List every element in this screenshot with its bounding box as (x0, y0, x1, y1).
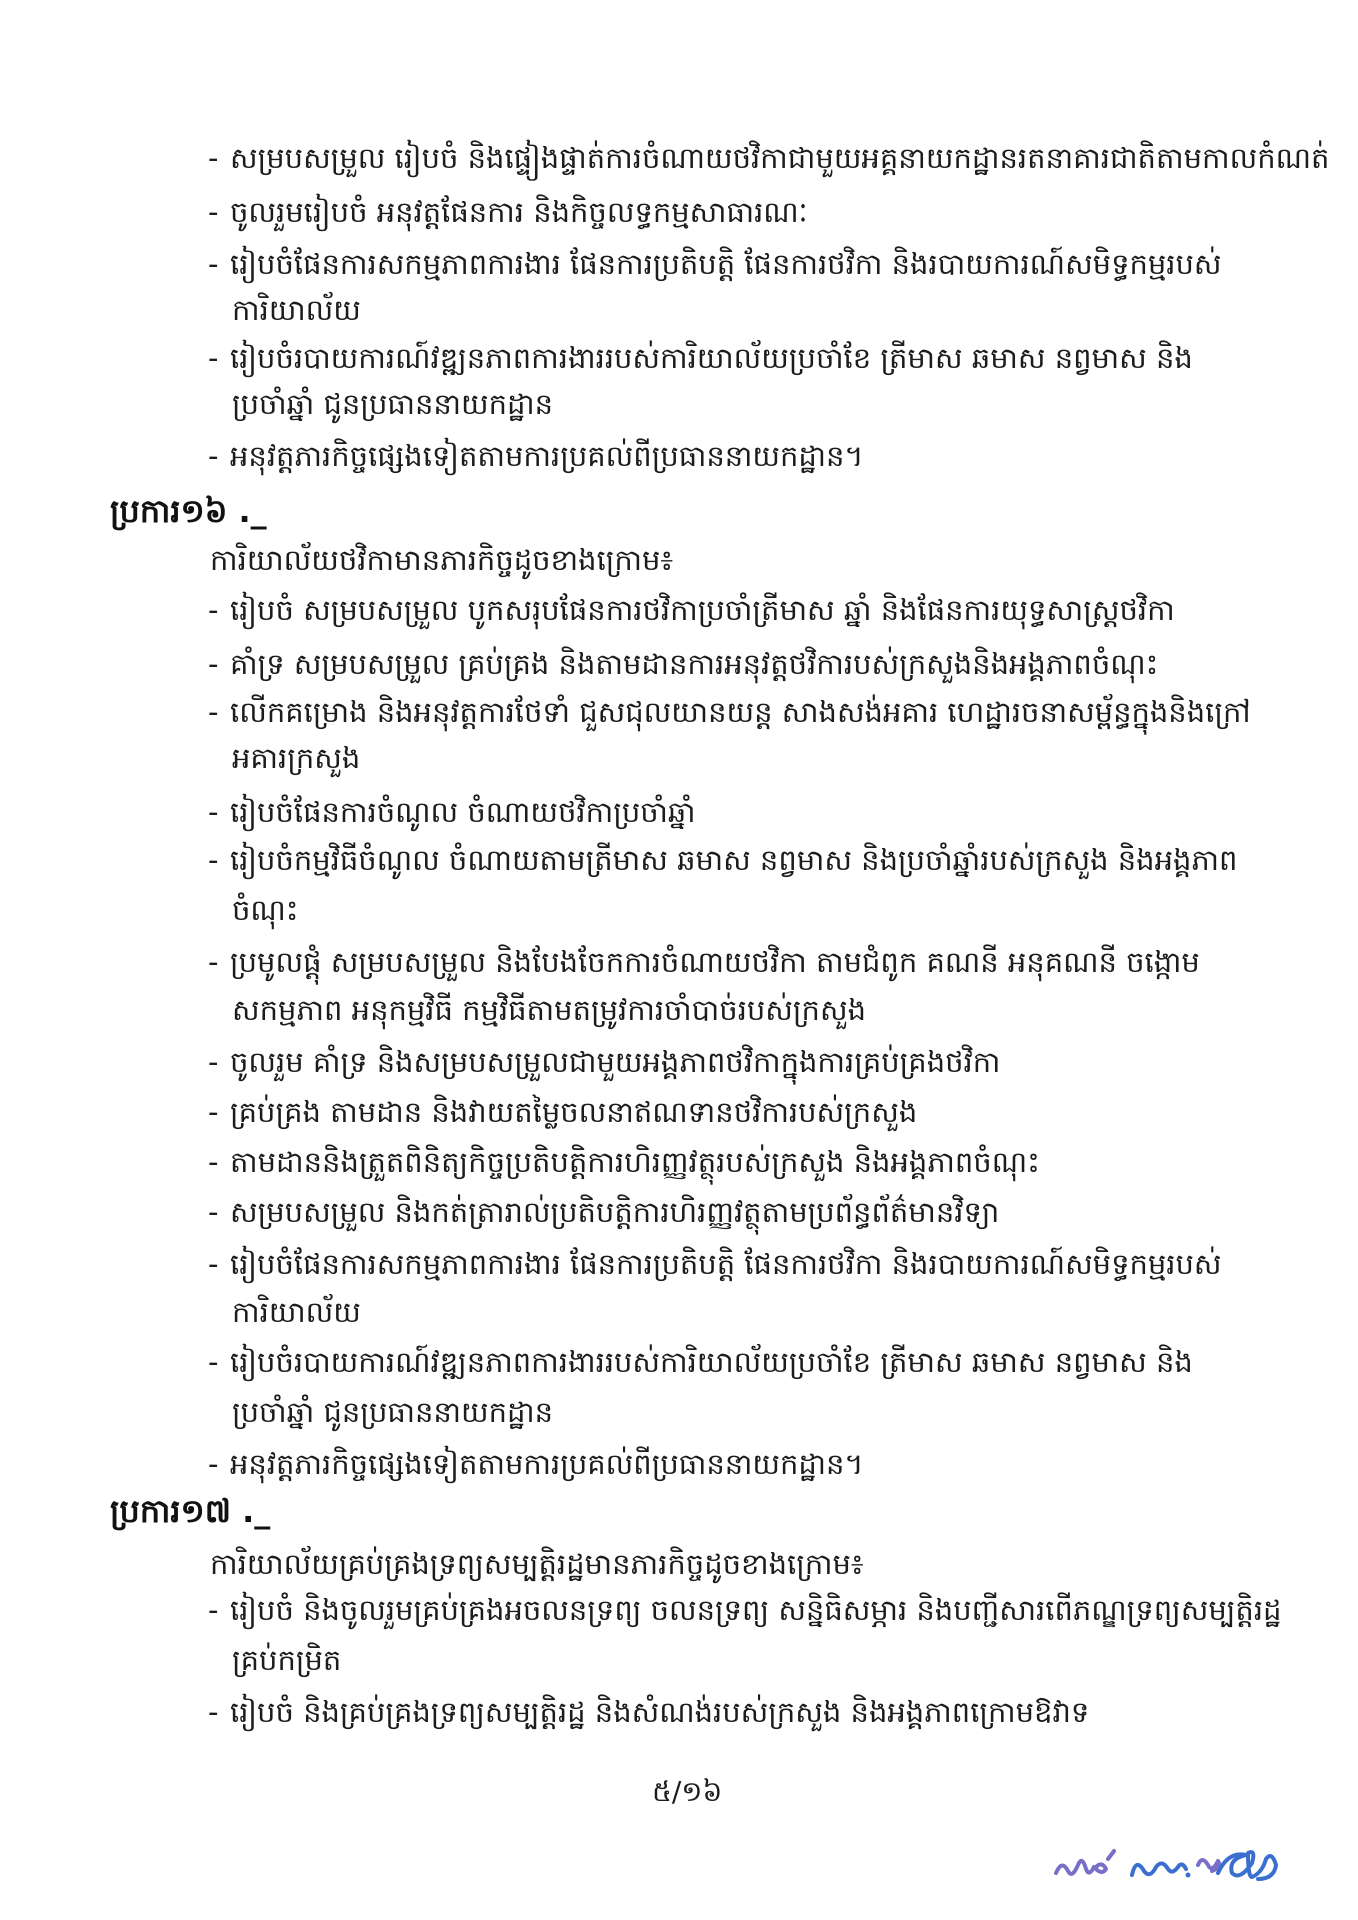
bullet-item (208, 692, 1251, 732)
bullet-item (208, 1142, 1040, 1182)
bullet-text: រៀបចំរបាយការណ៍វឌ្ឍនភាពការងាររបស់ការិយាល័យប្រចាំខែ ត្រីមាស ឆមាស នព្វមាស និង (230, 1345, 1193, 1379)
bullet-dash: - (208, 695, 219, 729)
bullet-dash: - (208, 1345, 219, 1379)
bullet-item (208, 1692, 1089, 1732)
bullet-item (208, 1192, 999, 1232)
bullet-continuation: គ្រប់កម្រិត (232, 1643, 342, 1677)
bullet-text: រៀបចំ សម្របសម្រួល បូកសរុបផែនការថវិកាប្រចាំត្រីមាស ឆ្នាំ និងផែនការយុទ្ធសាស្ត្រថវិកា (230, 593, 1175, 627)
bullet-dash: - (208, 647, 219, 681)
bullet-dash: - (208, 593, 219, 627)
bullet-dash: - (208, 141, 219, 175)
bullet-dash: - (208, 439, 219, 473)
bullet-continuation: ការិយាល័យ (232, 1295, 361, 1329)
bullet-continuation: ប្រចាំឆ្នាំ ជូនប្រធាននាយកដ្ឋាន (232, 387, 554, 421)
bullet-text: អនុវត្តភារកិច្ចផ្សេងទៀតតាមការប្រគល់ពីប្រធាននាយកដ្ឋាន។ (230, 1447, 864, 1481)
bullet-dash: - (208, 1447, 219, 1481)
bullet-dash: - (208, 1695, 219, 1729)
bullet-dash: - (208, 795, 219, 829)
bullet-item (208, 590, 1175, 630)
bullet-item (208, 138, 1329, 178)
article-17-intro: ការិយាល័យគ្រប់គ្រងទ្រព្យសម្បត្តិរដ្ឋមានភារកិច្ចដូចខាងក្រោម៖ (210, 1547, 864, 1581)
bullet-text: ចូលរួមរៀបចំ អនុវត្តផែនការ និងកិច្ចលទ្ធកម្មសាធារណៈ (230, 195, 808, 229)
bullet-item (208, 244, 1222, 284)
article-17-heading: ប្រការ១៧ ._ (110, 1492, 271, 1530)
bullet-text: អនុវត្តភារកិច្ចផ្សេងទៀតតាមការប្រគល់ពីប្រធាននាយកដ្ឋាន។ (230, 439, 864, 473)
bullet-text: រៀបចំផែនការសកម្មភាពការងារ ផែនការប្រតិបត្តិ ផែនការថវិកា និងរបាយការណ៍សមិទ្ធកម្មរបស់ (230, 247, 1222, 281)
bullet-item (208, 792, 695, 832)
bullet-dash: - (208, 945, 219, 979)
bullet-continuation: សកម្មភាព អនុកម្មវិធី កម្មវិធីតាមតម្រូវការចាំបាច់របស់ក្រសួង (232, 993, 866, 1027)
bullet-continuation: ការិយាល័យ (232, 293, 361, 327)
bullet-text: រៀបចំផែនការចំណូល ចំណាយថវិកាប្រចាំឆ្នាំ (230, 795, 696, 829)
bullet-text: ប្រមូលផ្តុំ សម្របសម្រួល និងបែងចែកការចំណាយថវិកា តាមជំពូក គណនី អនុគណនី ចង្កោម (230, 945, 1200, 979)
bullet-continuation: ចំណុះ (232, 893, 299, 927)
article-16-heading: ប្រការ១៦ ._ (110, 492, 267, 530)
article-16-intro: ការិយាល័យថវិកាមានភារកិច្ចដូចខាងក្រោម៖ (210, 543, 674, 577)
bullet-text: តាមដាននិងត្រួតពិនិត្យកិច្ចប្រតិបត្តិការហិរញ្ញវត្ថុរបស់ក្រសួង និងអង្គភាពចំណុះ (230, 1145, 1040, 1179)
bullet-continuation: អគារក្រសួង (232, 741, 361, 775)
bullet-dash: - (208, 1247, 219, 1281)
bullet-dash: - (208, 1095, 219, 1129)
bullet-item (208, 1244, 1222, 1284)
bullet-text: សម្របសម្រួល រៀបចំ និងផ្ទៀងផ្ទាត់ការចំណាយថវិកាជាមួយអគ្គនាយកដ្ឋានរតនាគារជាតិតាមកាលកំណត់ (230, 141, 1330, 175)
bullet-item (208, 1092, 917, 1132)
bullet-item (208, 338, 1193, 378)
bullet-continuation: ប្រចាំឆ្នាំ ជូនប្រធាននាយកដ្ឋាន (232, 1395, 554, 1429)
bullet-dash: - (208, 843, 219, 877)
bullet-item (208, 1342, 1193, 1382)
bullet-item (208, 942, 1200, 982)
bullet-text: រៀបចំ និងគ្រប់គ្រងទ្រព្យសម្បត្តិរដ្ឋ និងសំណង់របស់ក្រសួង និងអង្គភាពក្រោមឱវាទ (230, 1695, 1090, 1729)
signature-mark (1050, 1835, 1290, 1895)
bullet-text: គ្រប់គ្រង តាមដាន និងវាយតម្លៃចលនាឥណទានថវិការបស់ក្រសួង (230, 1095, 918, 1129)
bullet-item (208, 436, 864, 476)
bullet-text: លើកគម្រោង និងអនុវត្តការថែទាំ ជួសជុលយានយន្ត សាងសង់អគារ ហេដ្ឋារចនាសម្ព័ន្ធក្នុងនិងក្រៅ (230, 695, 1251, 729)
bullet-item (208, 1444, 864, 1484)
page-number: ៥/១៦ (652, 1775, 723, 1808)
bullet-text: រៀបចំកម្មវិធីចំណូល ចំណាយតាមត្រីមាស ឆមាស នព្វមាស និងប្រចាំឆ្នាំរបស់ក្រសួង និងអង្គភាព (230, 843, 1238, 877)
bullet-item (208, 1042, 1000, 1082)
bullet-text: គាំទ្រ សម្របសម្រួល គ្រប់គ្រង និងតាមដានការអនុវត្តថវិការបស់ក្រសួងនិងអង្គភាពចំណុះ (230, 647, 1159, 681)
bullet-item (208, 840, 1237, 880)
bullet-text: រៀបចំផែនការសកម្មភាពការងារ ផែនការប្រតិបត្តិ ផែនការថវិកា និងរបាយការណ៍សមិទ្ធកម្មរបស់ (230, 1247, 1222, 1281)
bullet-text: រៀបចំរបាយការណ៍វឌ្ឍនភាពការងាររបស់ការិយាល័យប្រចាំខែ ត្រីមាស ឆមាស នព្វមាស និង (230, 341, 1193, 375)
bullet-dash: - (208, 1045, 219, 1079)
bullet-text: សម្របសម្រួល និងកត់ត្រារាល់ប្រតិបត្តិការហិរញ្ញវត្ថុតាមប្រព័ន្ធព័ត៌មានវិទ្យា (230, 1195, 1000, 1229)
bullet-text: ចូលរួម គាំទ្រ និងសម្របសម្រួលជាមួយអង្គភាពថវិកាក្នុងការគ្រប់គ្រងថវិកា (230, 1045, 1001, 1079)
bullet-dash: - (208, 247, 219, 281)
bullet-dash: - (208, 341, 219, 375)
bullet-dash: - (208, 195, 219, 229)
bullet-item (208, 644, 1158, 684)
bullet-text: រៀបចំ និងចូលរួមគ្រប់គ្រងអចលនទ្រព្យ ចលនទ្រព្យ សន្និធិសម្ភារ និងបញ្ជីសារពើភណ្ឌទ្រព្យសម្បត្តិរដ្ឋ (230, 1593, 1282, 1627)
bullet-dash: - (208, 1195, 219, 1229)
bullet-item (208, 192, 808, 232)
bullet-dash: - (208, 1145, 219, 1179)
bullet-dash: - (208, 1593, 219, 1627)
bullet-item (208, 1590, 1281, 1630)
